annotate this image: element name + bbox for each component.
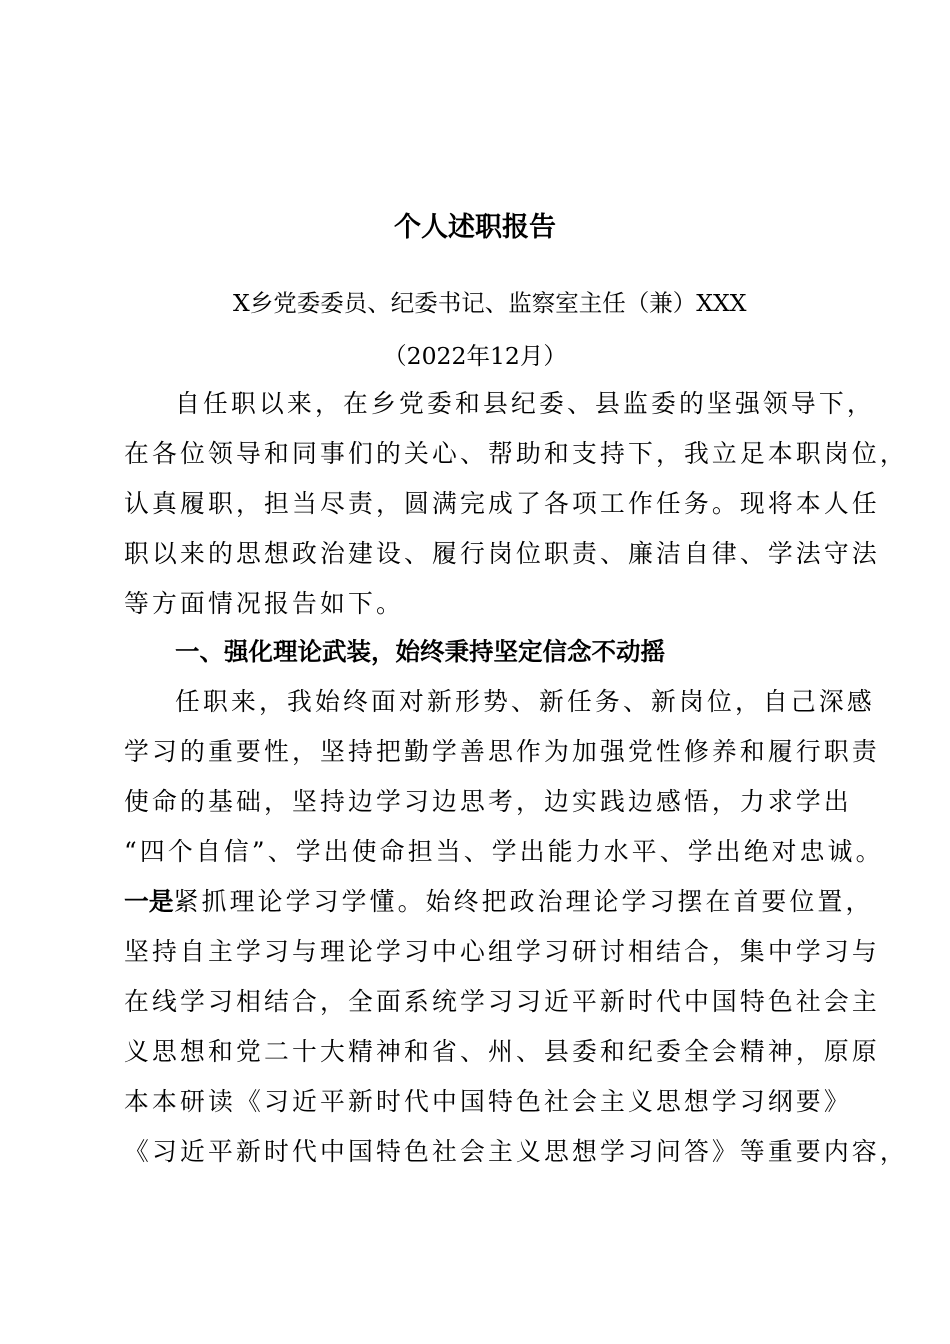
point-lead: 一是	[124, 887, 174, 916]
paragraph-line: 在各位领导和同事们的关心、帮助和支持下，我立足本职岗位，	[124, 439, 908, 468]
paragraph-line: 等方面情况报告如下。	[124, 589, 404, 618]
section-heading: 一、强化理论武装，始终秉持坚定信念不动摇	[175, 637, 665, 666]
author-line: X乡党委委员、纪委书记、监察室主任（兼）XXX	[233, 289, 747, 317]
paragraph-line: 任职来，我始终面对新形势、新任务、新岗位，自己深感	[175, 687, 875, 716]
paragraph-line: “四个自信”、学出使命担当、学出能力水平、学出绝对忠诚。	[124, 837, 884, 866]
paragraph-line: 自任职以来，在乡党委和县纪委、县监委的坚强领导下，	[175, 389, 875, 418]
paragraph-line: 坚持自主学习与理论学习中心组学习研讨相结合，集中学习与	[124, 937, 880, 966]
paragraph-line: 使命的基础，坚持边学习边思考，边实践边感悟，力求学出	[124, 787, 852, 816]
paragraph-line: 本本研读《习近平新时代中国特色社会主义思想学习纲要》	[124, 1087, 852, 1116]
paragraph-line: 在线学习相结合，全面系统学习习近平新时代中国特色社会主	[124, 987, 880, 1016]
paragraph-line: 学习的重要性，坚持把勤学善思作为加强党性修养和履行职责	[124, 737, 880, 766]
paragraph-line	[124, 884, 874, 920]
date-line: （2022年12月）	[383, 342, 567, 370]
paragraph-line: 《习近平新时代中国特色社会主义思想学习问答》等重要内容，	[124, 1137, 908, 1166]
paragraph-line: 认真履职，担当尽责，圆满完成了各项工作任务。现将本人任	[124, 489, 880, 518]
paragraph-line: 职以来的思想政治建设、履行岗位职责、廉洁自律、学法守法	[124, 539, 880, 568]
document-title: 个人述职报告	[394, 212, 556, 243]
paragraph-line: 义思想和党二十大精神和省、州、县委和纪委全会精神，原原	[124, 1037, 880, 1066]
point-text: 紧抓理论学习学懂。始终把政治理论学习摆在首要位置，	[173, 887, 874, 916]
